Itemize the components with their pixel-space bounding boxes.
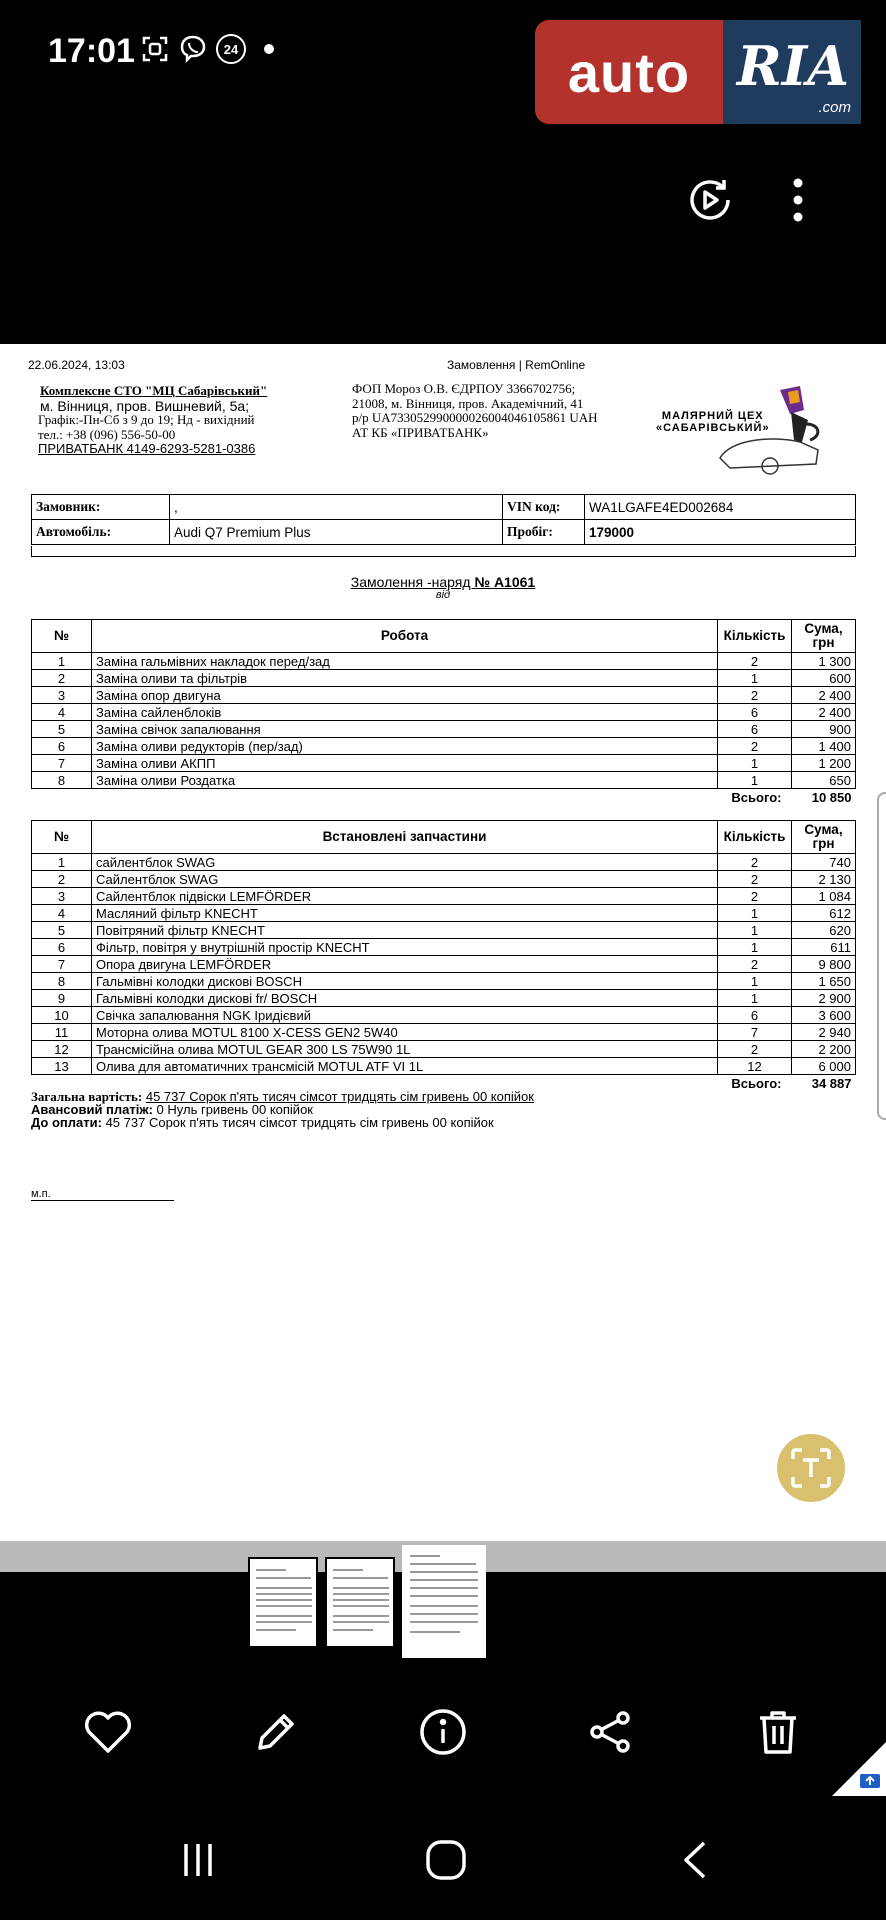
customer-label: Замовник: <box>32 495 170 520</box>
autoria-watermark <box>535 20 861 124</box>
works-cell-qty: 2 <box>718 687 792 704</box>
order-number: № A1061 <box>474 574 536 590</box>
parts-col-qty: Кількість <box>718 821 792 854</box>
recent-apps-button[interactable] <box>163 1830 233 1890</box>
dot-indicator <box>264 44 274 54</box>
edit-icon <box>252 1708 300 1756</box>
parts-cell-sum: 2 900 <box>792 990 856 1007</box>
parts-cell-qty: 1 <box>718 905 792 922</box>
more-vertical-icon <box>792 177 804 223</box>
works-row <box>32 653 856 670</box>
status-time: 17:01 <box>48 32 135 70</box>
parts-cell-number: 6 <box>32 939 92 956</box>
payment-summary <box>31 1090 534 1129</box>
works-cell-qty: 1 <box>718 755 792 772</box>
shop-logo-line: МАЛЯРНИЙ ЦЕХ <box>661 410 764 422</box>
works-cell-sum: 2 400 <box>792 704 856 721</box>
parts-cell-qty: 2 <box>718 854 792 871</box>
parts-row <box>32 939 856 956</box>
fop-line: 21008, м. Вінниця, пров. Академічний, 41 <box>352 395 584 411</box>
parts-col-part: Встановлені запчастини <box>92 821 718 854</box>
summary-pay <box>31 1116 534 1129</box>
car-label: Автомобіль: <box>32 520 170 545</box>
parts-cell-number: 10 <box>32 1007 92 1024</box>
works-col-number: № <box>32 620 92 653</box>
parts-row <box>32 922 856 939</box>
vehicle-info-table <box>31 494 856 545</box>
parts-cell-number: 4 <box>32 905 92 922</box>
fop-block <box>352 382 598 440</box>
parts-total-label: Всього: <box>731 1076 782 1092</box>
parts-cell-number: 12 <box>32 1041 92 1058</box>
parts-row <box>32 854 856 871</box>
parts-cell-sum: 611 <box>792 939 856 956</box>
parts-row <box>32 905 856 922</box>
works-row <box>32 755 856 772</box>
works-cell-sum: 2 400 <box>792 687 856 704</box>
summary-total-label: Загальна вартість: <box>31 1089 143 1104</box>
works-cell-qty: 2 <box>718 738 792 755</box>
mileage-value: 179000 <box>585 520 856 545</box>
parts-cell-sum: 2 940 <box>792 1024 856 1041</box>
fop-line: АТ КБ «ПРИВАТБАНК» <box>352 424 489 440</box>
works-total-value: 10 850 <box>811 790 852 806</box>
parts-cell-number: 9 <box>32 990 92 1007</box>
order-title <box>0 574 886 590</box>
text-recognition-icon <box>789 1446 833 1490</box>
works-col-work: Робота <box>92 620 718 653</box>
parts-cell-name: Свічка запалювання NGK Іридієвий <box>92 1007 718 1024</box>
recent-apps-icon <box>178 1840 218 1880</box>
company-block <box>40 384 267 457</box>
works-cell-number: 5 <box>32 721 92 738</box>
works-col-sum: Сума, грн <box>792 620 856 653</box>
works-rows <box>32 653 856 789</box>
vin-value: WA1LGAFE4ED002684 <box>585 495 856 520</box>
parts-cell-sum: 2 200 <box>792 1041 856 1058</box>
works-cell-qty: 6 <box>718 721 792 738</box>
parts-cell-name: Фільтр, повітря у внутрішній простір KNECHT <box>92 939 718 956</box>
mileage-label: Пробіг: <box>503 520 585 545</box>
works-cell-sum: 650 <box>792 772 856 789</box>
viber-icon <box>178 34 208 64</box>
shop-logo-line: «САБАРІВСЬКИЙ» <box>656 422 770 434</box>
parts-cell-sum: 9 800 <box>792 956 856 973</box>
info-table-spacer <box>31 546 856 557</box>
parts-rows <box>32 854 856 1075</box>
works-cell-sum: 600 <box>792 670 856 687</box>
parts-cell-qty: 2 <box>718 871 792 888</box>
parts-cell-name: Повітряний фільтр KNECHT <box>92 922 718 939</box>
shop-logo-text <box>656 410 770 434</box>
works-row <box>32 670 856 687</box>
parts-cell-name: Опора двигуна LEMFÖRDER <box>92 956 718 973</box>
parts-cell-number: 7 <box>32 956 92 973</box>
works-cell-qty: 1 <box>718 772 792 789</box>
share-button[interactable] <box>578 1700 642 1764</box>
watermark-ria-text: RIA <box>737 34 850 98</box>
parts-cell-name: Сайлентблок підвіски LEMFÖRDER <box>92 888 718 905</box>
works-cell-name: Заміна свічок запалювання <box>92 721 718 738</box>
parts-row <box>32 888 856 905</box>
parts-cell-sum: 6 000 <box>792 1058 856 1075</box>
document-date: 22.06.2024, 13:03 <box>28 358 125 372</box>
fop-line: ФОП Мороз О.В. ЄДРПОУ 3366702756; <box>352 381 576 396</box>
info-icon <box>418 1707 468 1757</box>
parts-cell-sum: 740 <box>792 854 856 871</box>
parts-cell-qty: 6 <box>718 1007 792 1024</box>
works-cell-name: Заміна гальмівних накладок перед/зад <box>92 653 718 670</box>
parts-cell-qty: 1 <box>718 990 792 1007</box>
car-value: Audi Q7 Premium Plus <box>170 520 503 545</box>
works-row <box>32 687 856 704</box>
parts-row <box>32 956 856 973</box>
invoice-document[interactable] <box>0 344 886 1541</box>
parts-row <box>32 973 856 990</box>
motion-photo-button[interactable] <box>680 170 740 230</box>
delete-button[interactable] <box>746 1700 810 1764</box>
works-cell-sum: 1 400 <box>792 738 856 755</box>
parts-row <box>32 1058 856 1075</box>
parts-cell-number: 13 <box>32 1058 92 1075</box>
company-bank: ПРИВАТБАНК 4149-6293-5281-0386 <box>38 441 256 456</box>
scroll-handle[interactable] <box>877 792 886 1120</box>
more-options-button[interactable] <box>768 170 828 230</box>
works-row <box>32 738 856 755</box>
parts-cell-sum: 2 130 <box>792 871 856 888</box>
works-cell-number: 2 <box>32 670 92 687</box>
parts-cell-name: Олива для автоматичних трансмісій MOTUL ATF VI 1L <box>92 1058 718 1075</box>
order-title-prefix: Замолення -наряд <box>350 574 475 590</box>
works-cell-qty: 6 <box>718 704 792 721</box>
works-cell-number: 1 <box>32 653 92 670</box>
parts-col-number: № <box>32 821 92 854</box>
motion-photo-icon <box>684 174 736 226</box>
thumbnail-3-selected[interactable] <box>402 1545 486 1658</box>
corner-badge[interactable] <box>832 1742 886 1796</box>
parts-cell-qty: 1 <box>718 973 792 990</box>
back-icon <box>680 1839 710 1881</box>
customer-value: , <box>170 495 503 520</box>
notification-badge: 24 <box>216 34 246 64</box>
parts-cell-sum: 1 650 <box>792 973 856 990</box>
fop-line: р/р UA733052990000026004046105861 UAH <box>352 410 598 425</box>
summary-advance-value: 0 Нуль гривень 00 копійок <box>156 1102 313 1117</box>
text-recognition-button[interactable] <box>775 1432 847 1504</box>
parts-row <box>32 1041 856 1058</box>
parts-cell-number: 2 <box>32 871 92 888</box>
shop-logo <box>650 380 830 480</box>
works-cell-name: Заміна оливи та фільтрів <box>92 670 718 687</box>
parts-row <box>32 1024 856 1041</box>
works-row <box>32 721 856 738</box>
parts-cell-name: сайлентблок SWAG <box>92 854 718 871</box>
parts-cell-number: 1 <box>32 854 92 871</box>
parts-cell-name: Гальмівні колодки дискові BOSCH <box>92 973 718 990</box>
vin-label: VIN код: <box>503 495 585 520</box>
info-button[interactable] <box>411 1700 475 1764</box>
parts-row <box>32 871 856 888</box>
works-cell-sum: 1 200 <box>792 755 856 772</box>
parts-cell-name: Моторна олива MOTUL 8100 X-CESS GEN2 5W40 <box>92 1024 718 1041</box>
works-cell-sum: 1 300 <box>792 653 856 670</box>
summary-advance-label: Авансовий платіж: <box>31 1102 153 1117</box>
parts-col-sum: Сума, грн <box>792 821 856 854</box>
watermark-com: .com <box>818 99 851 116</box>
parts-cell-number: 8 <box>32 973 92 990</box>
parts-cell-qty: 12 <box>718 1058 792 1075</box>
home-icon <box>424 1838 468 1882</box>
parts-cell-number: 11 <box>32 1024 92 1041</box>
works-row <box>32 772 856 789</box>
works-cell-name: Заміна сайленблоків <box>92 704 718 721</box>
company-name: Комплексне СТО "МЦ Сабарівський" <box>40 383 268 398</box>
favorite-button[interactable] <box>76 1700 140 1764</box>
thumbnail-2[interactable] <box>325 1557 395 1648</box>
summary-pay-label: До оплати: <box>31 1115 102 1130</box>
company-phone: тел.: +38 (096) 556-50-00 <box>38 426 176 442</box>
works-col-qty: Кількість <box>718 620 792 653</box>
parts-cell-qty: 1 <box>718 939 792 956</box>
parts-cell-sum: 1 084 <box>792 888 856 905</box>
parts-cell-sum: 620 <box>792 922 856 939</box>
watermark-auto: auto <box>535 20 723 124</box>
parts-cell-name: Трансмісійна олива MOTUL GEAR 300 LS 75W90 1L <box>92 1041 718 1058</box>
works-cell-qty: 2 <box>718 653 792 670</box>
parts-cell-sum: 3 600 <box>792 1007 856 1024</box>
works-cell-number: 6 <box>32 738 92 755</box>
works-table <box>31 619 856 807</box>
works-cell-name: Заміна оливи редукторів (пер/зад) <box>92 738 718 755</box>
home-button[interactable] <box>411 1830 481 1890</box>
screenshot-icon <box>140 34 170 64</box>
parts-table <box>31 820 856 1093</box>
works-cell-number: 7 <box>32 755 92 772</box>
works-cell-name: Заміна оливи Роздатка <box>92 772 718 789</box>
back-button[interactable] <box>660 1830 730 1890</box>
parts-cell-qty: 7 <box>718 1024 792 1041</box>
parts-cell-name: Сайлентблок SWAG <box>92 871 718 888</box>
parts-cell-number: 5 <box>32 922 92 939</box>
parts-total-value: 34 887 <box>811 1076 852 1092</box>
thumbnail-1[interactable] <box>248 1557 318 1648</box>
works-cell-sum: 900 <box>792 721 856 738</box>
parts-cell-qty: 2 <box>718 956 792 973</box>
watermark-ria <box>723 20 861 124</box>
works-cell-number: 4 <box>32 704 92 721</box>
edit-button[interactable] <box>244 1700 308 1764</box>
parts-cell-qty: 1 <box>718 922 792 939</box>
company-schedule: Графік:-Пн-Сб з 9 до 19; Нд - вихідний <box>38 412 255 427</box>
parts-cell-number: 3 <box>32 888 92 905</box>
summary-pay-value: 45 737 Сорок п'ять тисяч сімсот тридцять сім гривень 00 копійок <box>105 1115 494 1130</box>
works-cell-name: Заміна опор двигуна <box>92 687 718 704</box>
parts-cell-name: Масляний фільтр KNECHT <box>92 905 718 922</box>
share-icon <box>587 1709 633 1755</box>
works-cell-name: Заміна оливи АКПП <box>92 755 718 772</box>
works-cell-qty: 1 <box>718 670 792 687</box>
works-row <box>32 704 856 721</box>
company-address: м. Вінниця, пров. Вишневий, 5а; <box>40 397 250 414</box>
parts-cell-name: Гальмівні колодки дискові fr/ BOSCH <box>92 990 718 1007</box>
works-cell-number: 8 <box>32 772 92 789</box>
parts-cell-sum: 612 <box>792 905 856 922</box>
parts-cell-qty: 2 <box>718 888 792 905</box>
parts-cell-qty: 2 <box>718 1041 792 1058</box>
heart-icon <box>83 1709 133 1755</box>
works-cell-number: 3 <box>32 687 92 704</box>
works-total-label: Всього: <box>731 790 782 806</box>
summary-total-value: 45 737 Сорок п'ять тисяч сімсот тридцять сім гривень 00 копійок <box>145 1089 534 1104</box>
document-header: Замовлення | RemOnline <box>447 358 586 372</box>
order-date-label: від <box>435 589 451 601</box>
stamp-label: м.п. <box>31 1188 174 1201</box>
parts-row <box>32 1007 856 1024</box>
parts-row <box>32 990 856 1007</box>
delete-icon <box>756 1708 800 1756</box>
